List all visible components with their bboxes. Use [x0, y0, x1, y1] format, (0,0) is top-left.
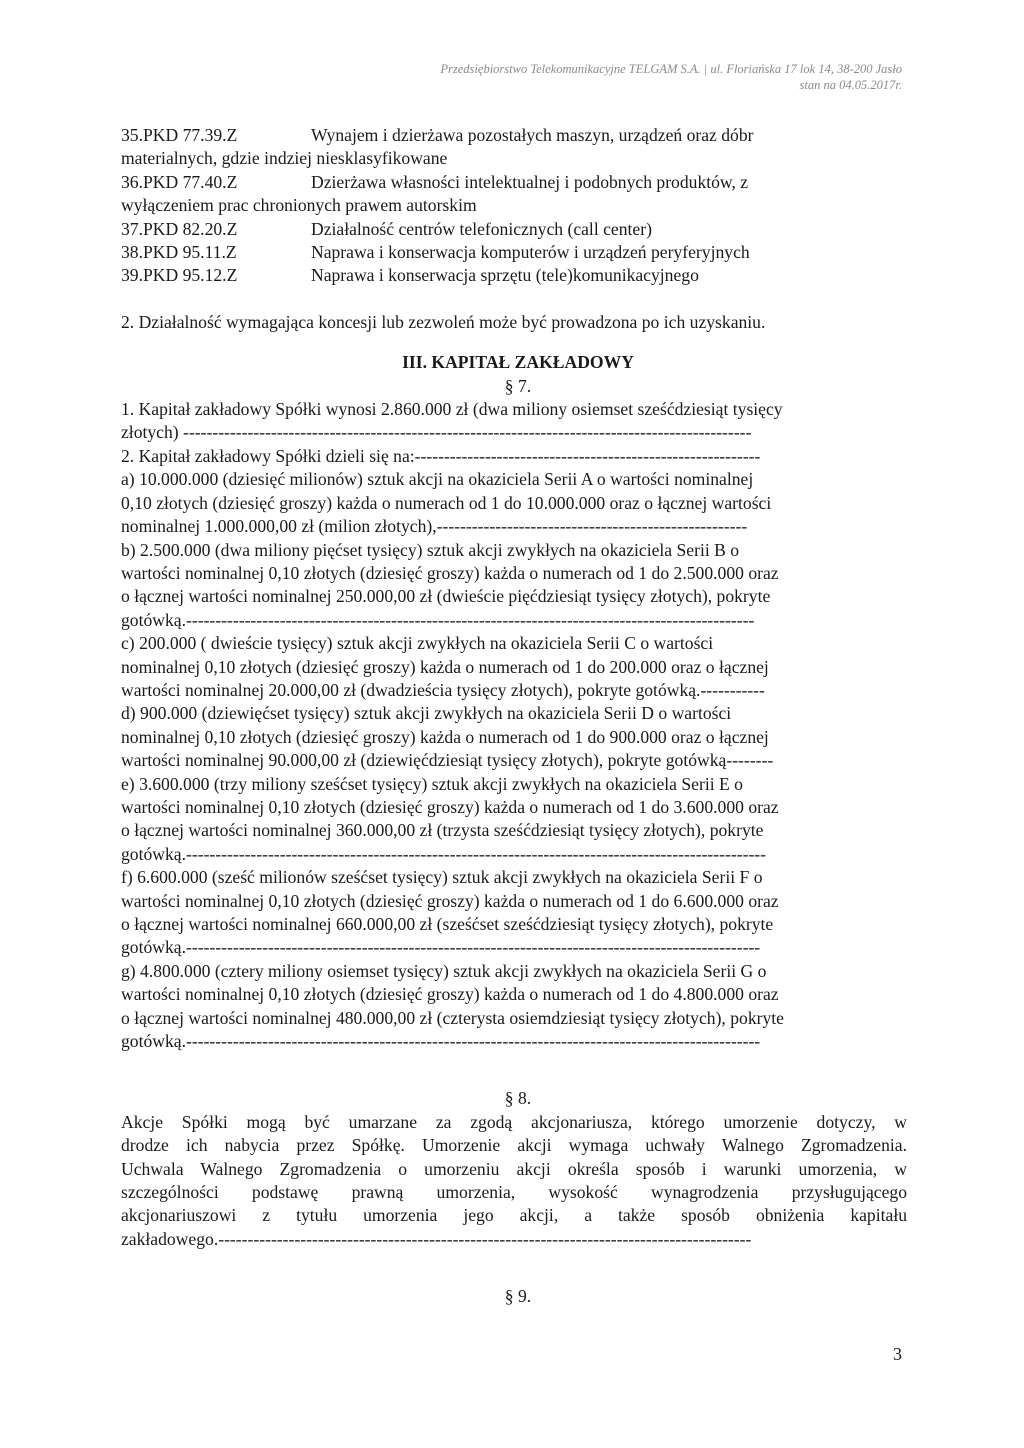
text-line: 0,10 złotych (dziesięć groszy) każda o numerach od 1 do 10.000.000 oraz o łącznej wartości — [121, 492, 772, 513]
pkd-description: Dzierżawa własności intelektualnej i podobnych produktów, z — [311, 171, 749, 192]
header-company-line: Przedsiębiorstwo Telekomunikacyjne TELGAM S.A. | ul. Floriańska 17 lok 14, 38-200 Jasło — [440, 62, 902, 76]
section-title: III. KAPITAŁ ZAKŁADOWY — [402, 352, 634, 373]
paragraph-number: § 7. — [504, 375, 532, 396]
text-line: o łącznej wartości nominalnej 480.000,00 zł (czterysta osiemdziesiąt tysięcy złotych), pokryte — [121, 1007, 784, 1028]
text-line: Akcje Spółki mogą być umarzane za zgodą akcjonariusza, którego umorzenie dotyczy, w — [121, 1111, 907, 1132]
text-line: e) 3.600.000 (trzy miliony sześćset tysięcy) sztuk akcji zwykłych na okaziciela Serii E o — [121, 773, 743, 794]
text-line: zakładowego.------------------------------------------------------------------------------------------- — [121, 1228, 752, 1249]
document-body — [121, 124, 907, 1309]
text-line: złotych) ------------------------------------------------------------------------------------------------- — [121, 422, 752, 443]
text-line: wartości nominalnej 0,10 złotych (dziesięć groszy) każda o numerach od 1 do 3.600.000 oraz — [121, 796, 779, 817]
pkd-code: 36.PKD 77.40.Z — [121, 171, 238, 192]
text-line: gotówką.-------------------------------------------------------------------------------------------------- — [121, 937, 761, 958]
pkd-list — [121, 124, 907, 288]
text-line: szczególności podstawę prawną umorzenia, wysokość wynagrodzenia przysługującego — [121, 1182, 907, 1203]
text-line: 1. Kapitał zakładowy Spółki wynosi 2.860.000 zł (dwa miliony osiemset sześćdziesiąt tysięcy — [121, 399, 783, 420]
text-line: a) 10.000.000 (dziesięć milionów) sztuk akcji na okaziciela Serii A o wartości nominalnej — [121, 469, 754, 490]
concession-paragraph: 2. Działalność wymagająca koncesji lub zezwoleń może być prowadzona po ich uzyskaniu. — [121, 311, 766, 332]
text-line: b) 2.500.000 (dwa miliony pięćset tysięcy) sztuk akcji zwykłych na okaziciela Serii B o — [121, 539, 740, 560]
pkd-description: Naprawa i konserwacja komputerów i urządzeń peryferyjnych — [311, 242, 750, 263]
text-line: wartości nominalnej 0,10 złotych (dziesięć groszy) każda o numerach od 1 do 6.600.000 oraz — [121, 890, 779, 911]
paragraph-number: § 8. — [504, 1088, 532, 1109]
text-line: o łącznej wartości nominalnej 360.000,00 zł (trzysta sześćdziesiąt tysięcy złotych), pokryte — [121, 820, 764, 841]
pkd-item — [121, 264, 907, 287]
text-line: Uchwala Walnego Zgromadzenia o umorzeniu akcji określa sposób i warunki umorzenia, w — [121, 1158, 907, 1179]
pkd-description: Działalność centrów telefonicznych (call center) — [311, 218, 652, 239]
text-line: wartości nominalnej 0,10 złotych (dziesięć groszy) każda o numerach od 1 do 2.500.000 oraz — [121, 562, 779, 583]
text-line: o łącznej wartości nominalnej 660.000,00 zł (sześćset sześćdziesiąt tysięcy złotych), pokryte — [121, 914, 774, 934]
page-number: 3 — [893, 1344, 902, 1364]
text-line: gotówką.--------------------------------------------------------------------------------------------------- — [121, 843, 767, 864]
text-line: o łącznej wartości nominalnej 250.000,00 zł (dwieście pięćdziesiąt tysięcy złotych), pokryte — [121, 586, 771, 607]
pkd-description-continued: materialnych, gdzie indziej niesklasyfikowane — [121, 148, 448, 169]
header-date-line: stan na 04.05.2017r. — [799, 78, 902, 92]
text-line: drodze ich nabycia przez Spółkę. Umorzenie akcji wymaga uchwały Walnego Zgromadzenia. — [121, 1135, 907, 1156]
text-line: c) 200.000 ( dwieście tysięcy) sztuk akcji zwykłych na okaziciela Serii C o wartości — [121, 633, 714, 654]
text-line: f) 6.600.000 (sześć milionów sześćset tysięcy) sztuk akcji zwykłych na okaziciela Serii F o — [121, 867, 763, 888]
text-line: nominalnej 1.000.000,00 zł (milion złotych),----------------------------------------------------- — [121, 516, 748, 537]
text-line: wartości nominalnej 0,10 złotych (dziesięć groszy) każda o numerach od 1 do 4.800.000 oraz — [121, 984, 779, 1005]
pkd-item — [121, 218, 907, 241]
paragraph-number: § 9. — [504, 1286, 532, 1307]
text-line: g) 4.800.000 (cztery miliony osiemset tysięcy) sztuk akcji zwykłych na okaziciela Serii G o — [121, 960, 767, 981]
text-line: nominalnej 0,10 złotych (dziesięć groszy) każda o numerach od 1 do 200.000 oraz o łącznej — [121, 656, 769, 677]
pkd-item — [121, 124, 907, 171]
pkd-code: 35.PKD 77.39.Z — [121, 125, 238, 145]
pkd-description-continued: wyłączeniem prac chronionych prawem autorskim — [121, 195, 477, 216]
text-line: akcjonariuszowi z tytułu umorzenia jego akcji, a także sposób obniżenia kapitału — [121, 1205, 907, 1226]
text-line: gotówką.-------------------------------------------------------------------------------------------------- — [121, 1031, 761, 1052]
pkd-code: 38.PKD 95.11.Z — [121, 242, 237, 263]
text-line: nominalnej 0,10 złotych (dziesięć groszy) każda o numerach od 1 do 900.000 oraz o łącznej — [121, 726, 769, 747]
page-header — [342, 61, 902, 93]
pkd-code: 37.PKD 82.20.Z — [121, 218, 238, 239]
text-line: wartości nominalnej 20.000,00 zł (dwadzieścia tysięcy złotych), pokryte gotówką.----------- — [121, 679, 765, 700]
redemption-paragraph — [121, 1111, 907, 1251]
text-line: wartości nominalnej 90.000,00 zł (dziewięćdziesiąt tysięcy złotych), pokryte gotówką-------- — [121, 750, 774, 771]
capital-paragraph — [121, 398, 907, 1053]
pkd-code: 39.PKD 95.12.Z — [121, 265, 238, 286]
pkd-description: Naprawa i konserwacja sprzętu (tele)komunikacyjnego — [311, 265, 699, 286]
pkd-item — [121, 241, 907, 264]
text-line: d) 900.000 (dziewięćset tysięcy) sztuk akcji zwykłych na okaziciela Serii D o wartości — [121, 703, 732, 724]
text-line: gotówką.------------------------------------------------------------------------------------------------- — [121, 609, 755, 630]
pkd-description: Wynajem i dzierżawa pozostałych maszyn, urządzeń oraz dóbr — [311, 125, 754, 145]
pkd-item — [121, 171, 907, 218]
text-line: 2. Kapitał zakładowy Spółki dzieli się na:----------------------------------------------------------- — [121, 445, 761, 466]
